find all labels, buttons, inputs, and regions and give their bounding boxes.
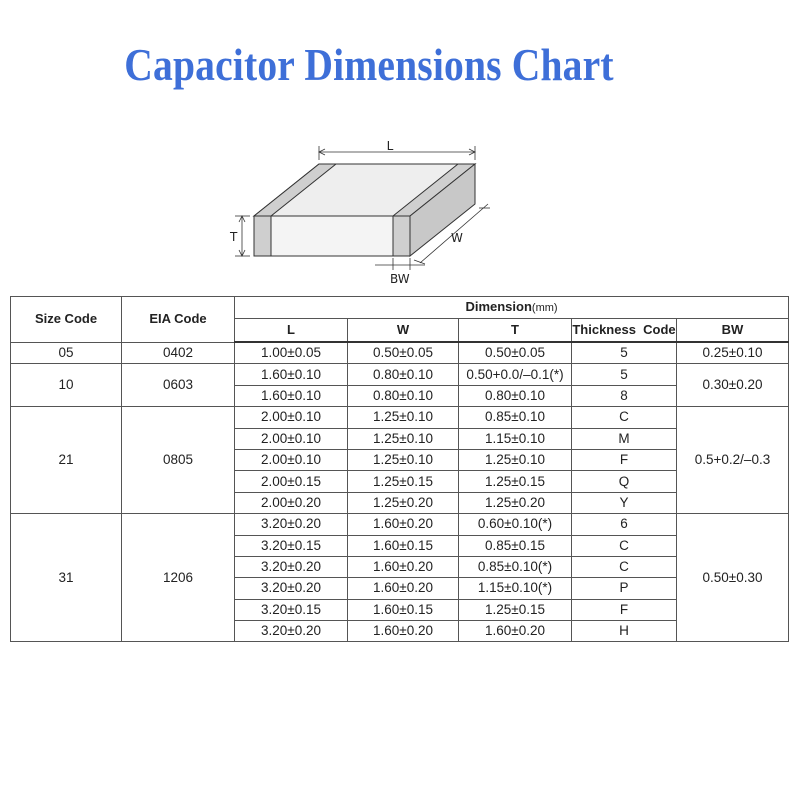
- cell-w: 0.80±0.10: [348, 385, 459, 406]
- table-row: [11, 407, 789, 428]
- cell-w: 1.25±0.20: [348, 492, 459, 513]
- cell-l: 1.60±0.10: [235, 364, 348, 385]
- cell-size-code: 10: [11, 364, 122, 407]
- cell-eia-code: 0805: [122, 407, 235, 514]
- cell-l: 2.00±0.10: [235, 407, 348, 428]
- cell-w: 1.25±0.10: [348, 428, 459, 449]
- cell-thickness-code: F: [572, 449, 677, 470]
- capacitor-diagram: [225, 138, 525, 288]
- cell-l: 2.00±0.10: [235, 449, 348, 470]
- left-termination-front: [254, 216, 271, 256]
- table-row: [11, 342, 789, 364]
- cell-eia-code: 0603: [122, 364, 235, 407]
- dimension-label-l: L: [386, 139, 394, 153]
- cell-t: 1.60±0.20: [459, 621, 572, 642]
- cell-t: 0.50+0.0/–0.1(*): [459, 364, 572, 385]
- cell-t: 0.85±0.10: [459, 407, 572, 428]
- header-bw: BW: [677, 319, 789, 343]
- cell-t: 1.15±0.10: [459, 428, 572, 449]
- cell-w: 1.60±0.15: [348, 535, 459, 556]
- cell-w: 0.80±0.10: [348, 364, 459, 385]
- dimension-label-w: W: [451, 231, 463, 245]
- cell-thickness-code: 8: [572, 385, 677, 406]
- cell-thickness-code: C: [572, 556, 677, 577]
- cell-l: 3.20±0.20: [235, 621, 348, 642]
- cell-bw: 0.50±0.30: [677, 514, 789, 642]
- dimensions-table: [10, 296, 789, 642]
- cell-size-code: 21: [11, 407, 122, 514]
- cell-l: 2.00±0.10: [235, 428, 348, 449]
- cell-w: 1.25±0.10: [348, 407, 459, 428]
- cell-eia-code: 1206: [122, 514, 235, 642]
- cell-thickness-code: Y: [572, 492, 677, 513]
- header-dimension-unit: (mm): [531, 302, 558, 314]
- cell-thickness-code: P: [572, 578, 677, 599]
- chip-front-face: [254, 216, 410, 256]
- dimension-label-t: T: [230, 230, 238, 244]
- cell-t: 0.80±0.10: [459, 385, 572, 406]
- cell-l: 1.60±0.10: [235, 385, 348, 406]
- table-body: [11, 342, 789, 642]
- cell-w: 1.60±0.20: [348, 514, 459, 535]
- dimension-label-bw: BW: [390, 272, 410, 286]
- cell-t: 0.50±0.05: [459, 342, 572, 364]
- cell-bw: 0.30±0.20: [677, 364, 789, 407]
- cell-t: 1.25±0.20: [459, 492, 572, 513]
- cell-l: 3.20±0.20: [235, 514, 348, 535]
- header-dimension-label: Dimension: [465, 299, 532, 314]
- cell-eia-code: 0402: [122, 342, 235, 364]
- cell-thickness-code: C: [572, 407, 677, 428]
- header-size-code: Size Code: [11, 297, 122, 343]
- cell-l: 3.20±0.15: [235, 535, 348, 556]
- cell-t: 1.15±0.10(*): [459, 578, 572, 599]
- page-title: Capacitor Dimensions Chart: [124, 39, 614, 90]
- cell-thickness-code: Q: [572, 471, 677, 492]
- header-thickness-code: Thickness Code: [572, 319, 677, 343]
- cell-l: 3.20±0.15: [235, 599, 348, 620]
- cell-t: 1.25±0.15: [459, 599, 572, 620]
- cell-thickness-code: 5: [572, 342, 677, 364]
- table-row: [11, 514, 789, 535]
- header-w: W: [348, 319, 459, 343]
- header-eia-code: EIA Code: [122, 297, 235, 343]
- cell-l: 3.20±0.20: [235, 556, 348, 577]
- cell-w: 0.50±0.05: [348, 342, 459, 364]
- right-termination-front: [393, 216, 410, 256]
- cell-w: 1.60±0.15: [348, 599, 459, 620]
- cell-size-code: 31: [11, 514, 122, 642]
- cell-bw: 0.5+0.2/–0.3: [677, 407, 789, 514]
- cell-w: 1.60±0.20: [348, 578, 459, 599]
- cell-bw: 0.25±0.10: [677, 342, 789, 364]
- cell-t: 0.85±0.15: [459, 535, 572, 556]
- table-row: [11, 364, 789, 385]
- cell-w: 1.25±0.15: [348, 471, 459, 492]
- header-l: L: [235, 319, 348, 343]
- cell-l: 1.00±0.05: [235, 342, 348, 364]
- cell-thickness-code: 6: [572, 514, 677, 535]
- cell-t: 1.25±0.15: [459, 471, 572, 492]
- header-t: T: [459, 319, 572, 343]
- cell-l: 2.00±0.15: [235, 471, 348, 492]
- cell-w: 1.25±0.10: [348, 449, 459, 470]
- cell-thickness-code: M: [572, 428, 677, 449]
- cell-l: 3.20±0.20: [235, 578, 348, 599]
- cell-thickness-code: F: [572, 599, 677, 620]
- cell-thickness-code: H: [572, 621, 677, 642]
- cell-t: 0.60±0.10(*): [459, 514, 572, 535]
- cell-t: 0.85±0.10(*): [459, 556, 572, 577]
- cell-t: 1.25±0.10: [459, 449, 572, 470]
- header-dimension: [235, 297, 789, 319]
- cell-size-code: 05: [11, 342, 122, 364]
- cell-w: 1.60±0.20: [348, 621, 459, 642]
- cell-thickness-code: C: [572, 535, 677, 556]
- cell-thickness-code: 5: [572, 364, 677, 385]
- cell-l: 2.00±0.20: [235, 492, 348, 513]
- cell-w: 1.60±0.20: [348, 556, 459, 577]
